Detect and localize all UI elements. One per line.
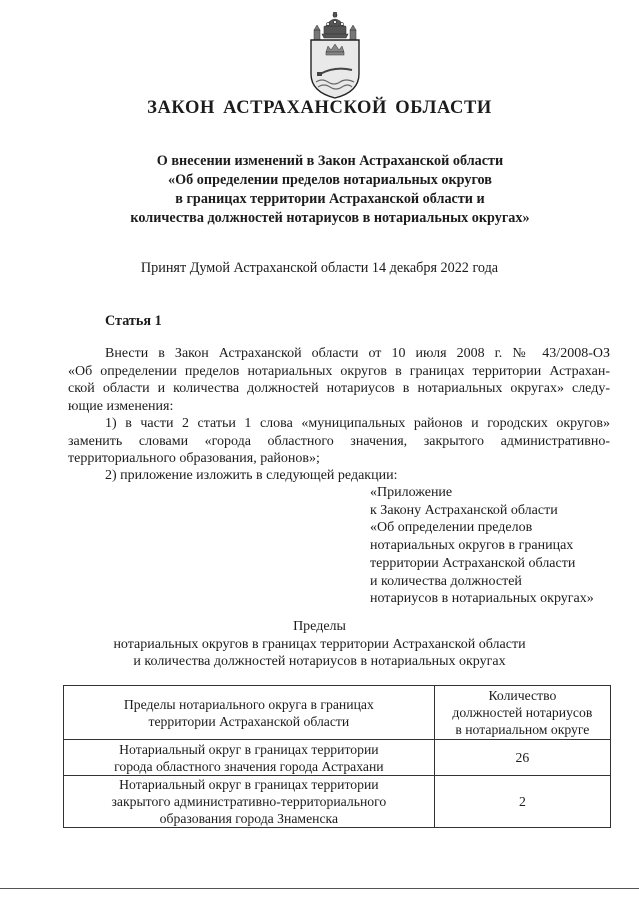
table-row <box>64 776 611 828</box>
cell-line: Нотариальный округ в границах территории <box>119 741 379 757</box>
subtitle-line: в границах территории Астраханской области и <box>175 191 485 207</box>
cell-line: Нотариальный округ в границах территории <box>119 777 379 792</box>
subtitle-line: количества должностей нотариусов в нотариальных округах» <box>130 210 530 226</box>
paragraph-line: заменить словами «города областного значения, закрытого административно- <box>68 433 610 449</box>
header-district <box>64 686 435 740</box>
limits-heading <box>0 618 639 671</box>
cell-line: города областного значения города Астрахани <box>114 758 384 774</box>
paragraph-line: 1) в части 2 статьи 1 слова «муниципальных районов и городских округов» <box>105 416 610 431</box>
appendix-line: территории Астраханской области <box>370 555 576 571</box>
paragraph-line: территориального образования, районов»; <box>68 451 320 467</box>
table-header-row <box>64 686 611 740</box>
appendix-line: и количества должностей <box>370 573 522 589</box>
notary-districts-table <box>63 685 611 828</box>
adoption-note: Принят Думой Астраханской области 14 декабря 2022 года <box>140 260 499 276</box>
appendix-line: «Об определении пределов <box>370 520 533 536</box>
appendix-line: нотариальных округов в границах <box>370 538 574 554</box>
limits-line: нотариальных округов в границах территории Астраханской области <box>113 636 526 652</box>
header-count <box>434 686 610 740</box>
paragraph-line: «Об определении пределов нотариальных округов в границах территории Астрахан- <box>68 363 610 379</box>
paragraph-line: 2) приложение изложить в следующей редакции: <box>105 468 398 483</box>
paragraph-intro <box>68 345 610 415</box>
subtitle-line: «Об определении пределов нотариальных округов <box>168 172 492 188</box>
district-cell <box>64 740 435 776</box>
count-cell: 26 <box>434 740 610 776</box>
paragraph-line: ющие изменения: <box>68 398 174 414</box>
paragraph-item-1 <box>68 415 610 468</box>
appendix-reference <box>370 484 594 608</box>
subtitle-line: О внесении изменений в Закон Астраханской области <box>156 153 504 169</box>
count-cell: 2 <box>434 776 610 828</box>
page-bottom-rule <box>0 888 639 889</box>
header-line: Пределы нотариального округа в границах <box>123 696 374 712</box>
cell-line: образования города Знаменска <box>159 811 339 826</box>
cell-line: закрытого административно-территориального <box>111 794 387 809</box>
header-line: Количество <box>488 688 557 703</box>
appendix-line: «Приложение <box>370 485 453 500</box>
paragraph-line: Внести в Закон Астраханской области от 10 июля 2008 г. № 43/2008-ОЗ <box>105 346 610 361</box>
article-heading: Статья 1 <box>105 313 162 329</box>
law-subtitle <box>60 152 600 228</box>
table-row <box>64 740 611 776</box>
astrakhan-coat-of-arms-icon <box>302 12 368 100</box>
appendix-line: нотариусов в нотариальных округах» <box>370 591 594 607</box>
appendix-line: к Закону Астраханской области <box>370 502 558 518</box>
paragraph-item-2 <box>105 467 610 485</box>
header-line: в нотариальном округе <box>455 722 590 737</box>
limits-line: Пределы <box>293 619 346 634</box>
district-cell <box>64 776 435 828</box>
header-line: должностей нотариусов <box>452 705 593 720</box>
header-line: территории Астраханской области <box>148 713 350 729</box>
law-title: ЗАКОН АСТРАХАНСКОЙ ОБЛАСТИ <box>147 98 492 118</box>
paragraph-line: ской области и количества должностей нотариусов в нотариальных округах» следу- <box>68 381 610 397</box>
limits-line: и количества должностей нотариусов в нотариальных округах <box>133 654 506 669</box>
